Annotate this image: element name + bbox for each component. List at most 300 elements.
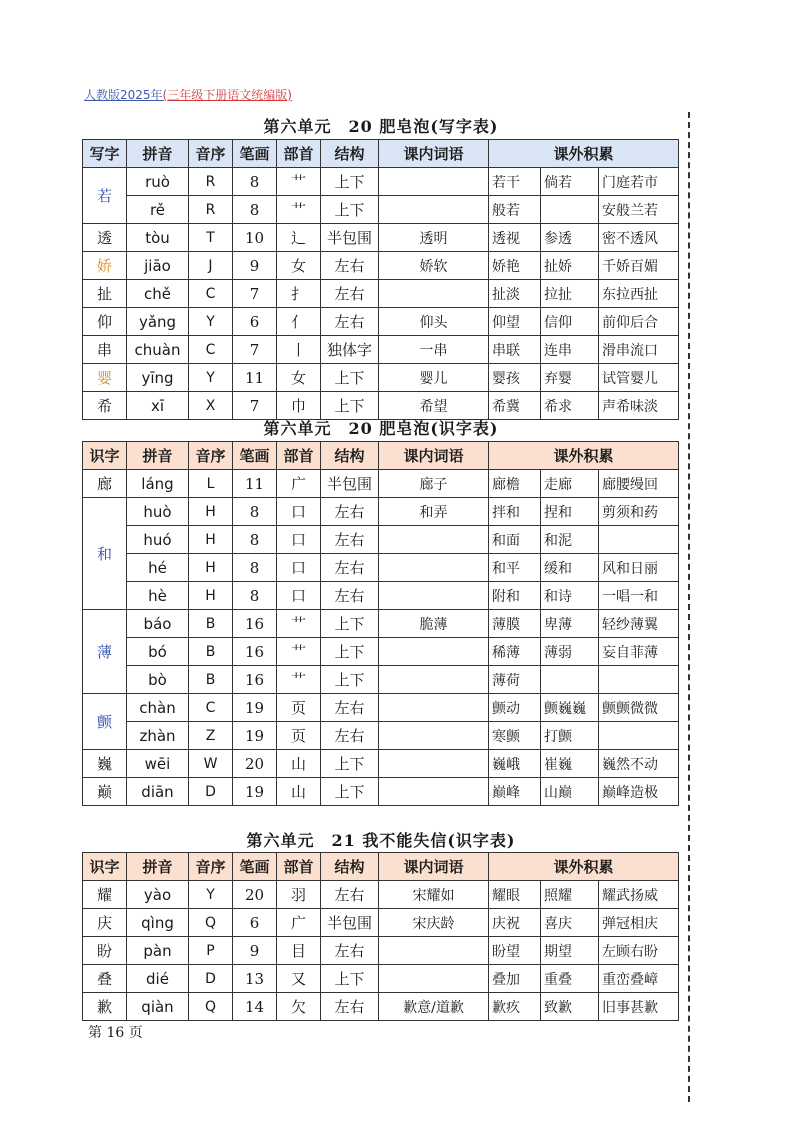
table-row — [83, 993, 679, 1021]
radical-cell: 扌 — [277, 280, 321, 308]
column-header-read_char: 识字 — [83, 442, 127, 470]
extra-word-cell: 庆祝 — [489, 909, 541, 937]
structure-cell: 左右 — [321, 308, 379, 336]
structure-cell: 半包围 — [321, 224, 379, 252]
column-header-read_char: 识字 — [83, 853, 127, 881]
extra-word-cell: 附和 — [489, 582, 541, 610]
char-cell: 廊 — [83, 470, 127, 498]
order-cell: H — [189, 526, 233, 554]
table-row — [83, 364, 679, 392]
in-class-word-cell — [379, 168, 489, 196]
extra-word-cell: 安般兰若 — [599, 196, 679, 224]
char-cell: 婴 — [83, 364, 127, 392]
table-row — [83, 881, 679, 909]
structure-cell: 左右 — [321, 554, 379, 582]
order-cell: R — [189, 168, 233, 196]
table-row — [83, 252, 679, 280]
extra-word-cell: 东拉西扯 — [599, 280, 679, 308]
extra-word-cell: 连串 — [541, 336, 599, 364]
pinyin-cell: chàn — [127, 694, 189, 722]
radical-cell: 欠 — [277, 993, 321, 1021]
extra-word-cell: 旧事甚歉 — [599, 993, 679, 1021]
extra-word-cell: 剪须和药 — [599, 498, 679, 526]
strokes-cell: 20 — [233, 750, 277, 778]
in-class-word-cell — [379, 582, 489, 610]
order-cell: C — [189, 280, 233, 308]
structure-cell: 上下 — [321, 392, 379, 420]
strokes-cell: 14 — [233, 993, 277, 1021]
radical-cell: 山 — [277, 778, 321, 806]
pinyin-cell: dié — [127, 965, 189, 993]
extra-word-cell: 一唱一和 — [599, 582, 679, 610]
section1-table — [82, 139, 679, 420]
pinyin-cell: báo — [127, 610, 189, 638]
table-row — [83, 638, 679, 666]
order-cell: H — [189, 498, 233, 526]
strokes-cell: 13 — [233, 965, 277, 993]
extra-word-cell: 照耀 — [541, 881, 599, 909]
extra-word-cell: 门庭若市 — [599, 168, 679, 196]
char-cell: 耀 — [83, 881, 127, 909]
extra-word-cell: 娇艳 — [489, 252, 541, 280]
column-header-order: 音序 — [189, 442, 233, 470]
char-cell: 扯 — [83, 280, 127, 308]
strokes-cell: 11 — [233, 470, 277, 498]
extra-word-cell: 弹冠相庆 — [599, 909, 679, 937]
radical-cell: 羽 — [277, 881, 321, 909]
structure-cell: 上下 — [321, 750, 379, 778]
extra-word-cell: 希求 — [541, 392, 599, 420]
in-class-word-cell — [379, 196, 489, 224]
pinyin-cell: jiāo — [127, 252, 189, 280]
structure-cell: 上下 — [321, 168, 379, 196]
radical-cell: 广 — [277, 470, 321, 498]
extra-word-cell: 希冀 — [489, 392, 541, 420]
char-cell: 和 — [83, 498, 127, 610]
extra-word-cell: 和面 — [489, 526, 541, 554]
extra-word-cell: 拉扯 — [541, 280, 599, 308]
radical-cell: 艹 — [277, 168, 321, 196]
extra-word-cell: 耀眼 — [489, 881, 541, 909]
extra-word-cell: 前仰后合 — [599, 308, 679, 336]
structure-cell: 上下 — [321, 666, 379, 694]
extra-word-cell: 捏和 — [541, 498, 599, 526]
extra-word-cell: 透视 — [489, 224, 541, 252]
extra-word-cell: 打颤 — [541, 722, 599, 750]
extra-word-cell — [599, 526, 679, 554]
radical-cell: 又 — [277, 965, 321, 993]
table-row — [83, 280, 679, 308]
pinyin-cell: chě — [127, 280, 189, 308]
strokes-cell: 9 — [233, 252, 277, 280]
strokes-cell: 7 — [233, 392, 277, 420]
char-cell: 娇 — [83, 252, 127, 280]
in-class-word-cell: 宋庆龄 — [379, 909, 489, 937]
char-cell: 透 — [83, 224, 127, 252]
extra-word-cell: 致歉 — [541, 993, 599, 1021]
edition-label: 人教版2025年 — [84, 88, 163, 102]
structure-cell: 左右 — [321, 582, 379, 610]
column-header-in_class: 课内词语 — [379, 442, 489, 470]
radical-cell: 女 — [277, 364, 321, 392]
table-row — [83, 554, 679, 582]
in-class-word-cell: 透明 — [379, 224, 489, 252]
in-class-word-cell — [379, 638, 489, 666]
extra-word-cell: 妄自菲薄 — [599, 638, 679, 666]
extra-word-cell: 巍峨 — [489, 750, 541, 778]
order-cell: Y — [189, 364, 233, 392]
pinyin-cell: chuàn — [127, 336, 189, 364]
order-cell: Y — [189, 308, 233, 336]
edition-header — [84, 86, 292, 103]
section3-title: 第六单元 21 我不能失信(识字表) — [246, 831, 516, 850]
in-class-word-cell — [379, 526, 489, 554]
order-cell: L — [189, 470, 233, 498]
pinyin-cell: huó — [127, 526, 189, 554]
extra-word-cell: 扯娇 — [541, 252, 599, 280]
extra-word-cell: 仰望 — [489, 308, 541, 336]
structure-cell: 半包围 — [321, 909, 379, 937]
structure-cell: 左右 — [321, 694, 379, 722]
pinyin-cell: yǎng — [127, 308, 189, 336]
pinyin-cell: láng — [127, 470, 189, 498]
extra-word-cell: 寒颤 — [489, 722, 541, 750]
pinyin-cell: yào — [127, 881, 189, 909]
extra-word-cell: 薄弱 — [541, 638, 599, 666]
structure-cell: 左右 — [321, 498, 379, 526]
structure-cell: 上下 — [321, 196, 379, 224]
strokes-cell: 16 — [233, 666, 277, 694]
extra-word-cell: 重峦叠嶂 — [599, 965, 679, 993]
extra-word-cell: 滑串流口 — [599, 336, 679, 364]
strokes-cell: 20 — [233, 881, 277, 909]
grade-label: 三年级下册语文统编版 — [167, 88, 288, 102]
column-header-radical: 部首 — [277, 853, 321, 881]
table-row — [83, 937, 679, 965]
in-class-word-cell — [379, 750, 489, 778]
pinyin-cell: ruò — [127, 168, 189, 196]
extra-word-cell: 左顾右盼 — [599, 937, 679, 965]
strokes-cell: 8 — [233, 196, 277, 224]
pinyin-cell: bò — [127, 666, 189, 694]
in-class-word-cell — [379, 778, 489, 806]
radical-cell: 丨 — [277, 336, 321, 364]
strokes-cell: 6 — [233, 308, 277, 336]
strokes-cell: 10 — [233, 224, 277, 252]
char-cell: 串 — [83, 336, 127, 364]
in-class-word-cell: 廊子 — [379, 470, 489, 498]
extra-word-cell: 薄荷 — [489, 666, 541, 694]
pinyin-cell: tòu — [127, 224, 189, 252]
pinyin-cell: qìng — [127, 909, 189, 937]
table-row — [83, 224, 679, 252]
column-header-extra: 课外积累 — [489, 442, 679, 470]
pinyin-cell: bó — [127, 638, 189, 666]
in-class-word-cell — [379, 965, 489, 993]
column-header-structure: 结构 — [321, 140, 379, 168]
extra-word-cell: 轻纱薄翼 — [599, 610, 679, 638]
column-header-strokes: 笔画 — [233, 853, 277, 881]
in-class-word-cell: 宋耀如 — [379, 881, 489, 909]
extra-word-cell: 耀武扬威 — [599, 881, 679, 909]
table-row — [83, 168, 679, 196]
order-cell: Y — [189, 881, 233, 909]
radical-cell: 亻 — [277, 308, 321, 336]
extra-word-cell: 弃婴 — [541, 364, 599, 392]
table-row — [83, 666, 679, 694]
paren-close: ) — [287, 88, 292, 102]
structure-cell: 左右 — [321, 937, 379, 965]
pinyin-cell: hè — [127, 582, 189, 610]
char-cell: 巅 — [83, 778, 127, 806]
order-cell: B — [189, 666, 233, 694]
structure-cell: 上下 — [321, 610, 379, 638]
order-cell: C — [189, 694, 233, 722]
extra-word-cell: 婴孩 — [489, 364, 541, 392]
pinyin-cell: rě — [127, 196, 189, 224]
column-header-radical: 部首 — [277, 442, 321, 470]
radical-cell: 口 — [277, 498, 321, 526]
table-row — [83, 909, 679, 937]
header-row — [83, 853, 679, 881]
char-cell: 盼 — [83, 937, 127, 965]
in-class-word-cell — [379, 937, 489, 965]
extra-word-cell: 薄膜 — [489, 610, 541, 638]
in-class-word-cell — [379, 666, 489, 694]
structure-cell: 左右 — [321, 526, 379, 554]
extra-word-cell: 卑薄 — [541, 610, 599, 638]
in-class-word-cell: 歉意/道歉 — [379, 993, 489, 1021]
extra-word-cell: 重叠 — [541, 965, 599, 993]
extra-word-cell: 密不透风 — [599, 224, 679, 252]
extra-word-cell: 期望 — [541, 937, 599, 965]
structure-cell: 左右 — [321, 881, 379, 909]
column-header-write_char: 写字 — [83, 140, 127, 168]
structure-cell: 左右 — [321, 280, 379, 308]
extra-word-cell — [599, 666, 679, 694]
pinyin-cell: diān — [127, 778, 189, 806]
structure-cell: 左右 — [321, 252, 379, 280]
in-class-word-cell: 仰头 — [379, 308, 489, 336]
extra-word-cell: 般若 — [489, 196, 541, 224]
strokes-cell: 8 — [233, 554, 277, 582]
table-row — [83, 526, 679, 554]
radical-cell: 艹 — [277, 638, 321, 666]
extra-word-cell: 参透 — [541, 224, 599, 252]
char-cell: 薄 — [83, 610, 127, 694]
pinyin-cell: zhàn — [127, 722, 189, 750]
page-number: 第 16 页 — [88, 1025, 143, 1041]
table-row — [83, 778, 679, 806]
in-class-word-cell: 希望 — [379, 392, 489, 420]
in-class-word-cell: 和弄 — [379, 498, 489, 526]
column-header-structure: 结构 — [321, 442, 379, 470]
table-row — [83, 582, 679, 610]
radical-cell: 女 — [277, 252, 321, 280]
order-cell: B — [189, 638, 233, 666]
extra-word-cell: 风和日丽 — [599, 554, 679, 582]
paren-open: ( — [162, 88, 168, 102]
structure-cell: 独体字 — [321, 336, 379, 364]
column-header-radical: 部首 — [277, 140, 321, 168]
strokes-cell: 8 — [233, 168, 277, 196]
extra-word-cell: 颤动 — [489, 694, 541, 722]
extra-word-cell: 千娇百媚 — [599, 252, 679, 280]
table-row — [83, 965, 679, 993]
header-row — [83, 140, 679, 168]
extra-word-cell: 信仰 — [541, 308, 599, 336]
extra-word-cell: 颤巍巍 — [541, 694, 599, 722]
extra-word-cell: 拌和 — [489, 498, 541, 526]
char-cell: 庆 — [83, 909, 127, 937]
extra-word-cell — [541, 196, 599, 224]
in-class-word-cell — [379, 554, 489, 582]
column-header-in_class: 课内词语 — [379, 140, 489, 168]
extra-word-cell: 和平 — [489, 554, 541, 582]
char-cell: 叠 — [83, 965, 127, 993]
pinyin-cell: pàn — [127, 937, 189, 965]
order-cell: X — [189, 392, 233, 420]
extra-word-cell — [599, 722, 679, 750]
extra-word-cell: 巍然不动 — [599, 750, 679, 778]
order-cell: Q — [189, 909, 233, 937]
pinyin-cell: wēi — [127, 750, 189, 778]
strokes-cell: 19 — [233, 778, 277, 806]
extra-word-cell: 和泥 — [541, 526, 599, 554]
order-cell: B — [189, 610, 233, 638]
pinyin-cell: hé — [127, 554, 189, 582]
extra-word-cell: 盼望 — [489, 937, 541, 965]
section3-table — [82, 852, 679, 1021]
pinyin-cell: xī — [127, 392, 189, 420]
radical-cell: 辶 — [277, 224, 321, 252]
strokes-cell: 16 — [233, 610, 277, 638]
table-row — [83, 498, 679, 526]
section2-table — [82, 441, 679, 806]
structure-cell: 上下 — [321, 364, 379, 392]
extra-word-cell: 歉疚 — [489, 993, 541, 1021]
strokes-cell: 7 — [233, 336, 277, 364]
radical-cell: 巾 — [277, 392, 321, 420]
order-cell: H — [189, 554, 233, 582]
char-cell: 歉 — [83, 993, 127, 1021]
order-cell: H — [189, 582, 233, 610]
strokes-cell: 16 — [233, 638, 277, 666]
order-cell: C — [189, 336, 233, 364]
char-cell: 若 — [83, 168, 127, 224]
radical-cell: 广 — [277, 909, 321, 937]
char-cell: 仰 — [83, 308, 127, 336]
strokes-cell: 8 — [233, 582, 277, 610]
order-cell: D — [189, 778, 233, 806]
extra-word-cell: 巅峰造极 — [599, 778, 679, 806]
structure-cell: 左右 — [321, 993, 379, 1021]
strokes-cell: 8 — [233, 526, 277, 554]
in-class-word-cell: 一串 — [379, 336, 489, 364]
extra-word-cell: 扯淡 — [489, 280, 541, 308]
order-cell: J — [189, 252, 233, 280]
column-header-strokes: 笔画 — [233, 442, 277, 470]
table-row — [83, 694, 679, 722]
radical-cell: 页 — [277, 694, 321, 722]
extra-word-cell: 叠加 — [489, 965, 541, 993]
extra-word-cell: 缓和 — [541, 554, 599, 582]
table-row — [83, 308, 679, 336]
char-cell: 颤 — [83, 694, 127, 750]
strokes-cell: 19 — [233, 694, 277, 722]
fold-line — [688, 112, 690, 1102]
radical-cell: 目 — [277, 937, 321, 965]
pinyin-cell: qiàn — [127, 993, 189, 1021]
table-row — [83, 336, 679, 364]
structure-cell: 左右 — [321, 722, 379, 750]
table-row — [83, 722, 679, 750]
extra-word-cell: 试管婴儿 — [599, 364, 679, 392]
order-cell: D — [189, 965, 233, 993]
table-row — [83, 196, 679, 224]
in-class-word-cell — [379, 694, 489, 722]
extra-word-cell — [541, 666, 599, 694]
column-header-pinyin: 拼音 — [127, 442, 189, 470]
section1-title: 第六单元 20 肥皂泡(写字表) — [263, 117, 499, 136]
strokes-cell: 7 — [233, 280, 277, 308]
extra-word-cell: 声希味淡 — [599, 392, 679, 420]
table-row — [83, 750, 679, 778]
radical-cell: 艹 — [277, 196, 321, 224]
column-header-order: 音序 — [189, 140, 233, 168]
table-row — [83, 470, 679, 498]
char-cell: 巍 — [83, 750, 127, 778]
radical-cell: 口 — [277, 582, 321, 610]
extra-word-cell: 喜庆 — [541, 909, 599, 937]
extra-word-cell: 若干 — [489, 168, 541, 196]
structure-cell: 上下 — [321, 965, 379, 993]
structure-cell: 上下 — [321, 778, 379, 806]
radical-cell: 口 — [277, 526, 321, 554]
column-header-in_class: 课内词语 — [379, 853, 489, 881]
radical-cell: 艹 — [277, 666, 321, 694]
order-cell: Z — [189, 722, 233, 750]
extra-word-cell: 和诗 — [541, 582, 599, 610]
extra-word-cell: 廊檐 — [489, 470, 541, 498]
pinyin-cell: huò — [127, 498, 189, 526]
strokes-cell: 6 — [233, 909, 277, 937]
column-header-pinyin: 拼音 — [127, 853, 189, 881]
header-row — [83, 442, 679, 470]
column-header-extra: 课外积累 — [489, 140, 679, 168]
column-header-structure: 结构 — [321, 853, 379, 881]
table-row — [83, 610, 679, 638]
column-header-pinyin: 拼音 — [127, 140, 189, 168]
column-header-strokes: 笔画 — [233, 140, 277, 168]
column-header-extra: 课外积累 — [489, 853, 679, 881]
char-cell: 希 — [83, 392, 127, 420]
strokes-cell: 9 — [233, 937, 277, 965]
in-class-word-cell — [379, 722, 489, 750]
in-class-word-cell: 脆薄 — [379, 610, 489, 638]
extra-word-cell: 廊腰缦回 — [599, 470, 679, 498]
order-cell: P — [189, 937, 233, 965]
extra-word-cell: 串联 — [489, 336, 541, 364]
order-cell: T — [189, 224, 233, 252]
extra-word-cell: 倘若 — [541, 168, 599, 196]
radical-cell: 页 — [277, 722, 321, 750]
extra-word-cell: 山巅 — [541, 778, 599, 806]
extra-word-cell: 崔巍 — [541, 750, 599, 778]
radical-cell: 山 — [277, 750, 321, 778]
radical-cell: 口 — [277, 554, 321, 582]
pinyin-cell: yīng — [127, 364, 189, 392]
